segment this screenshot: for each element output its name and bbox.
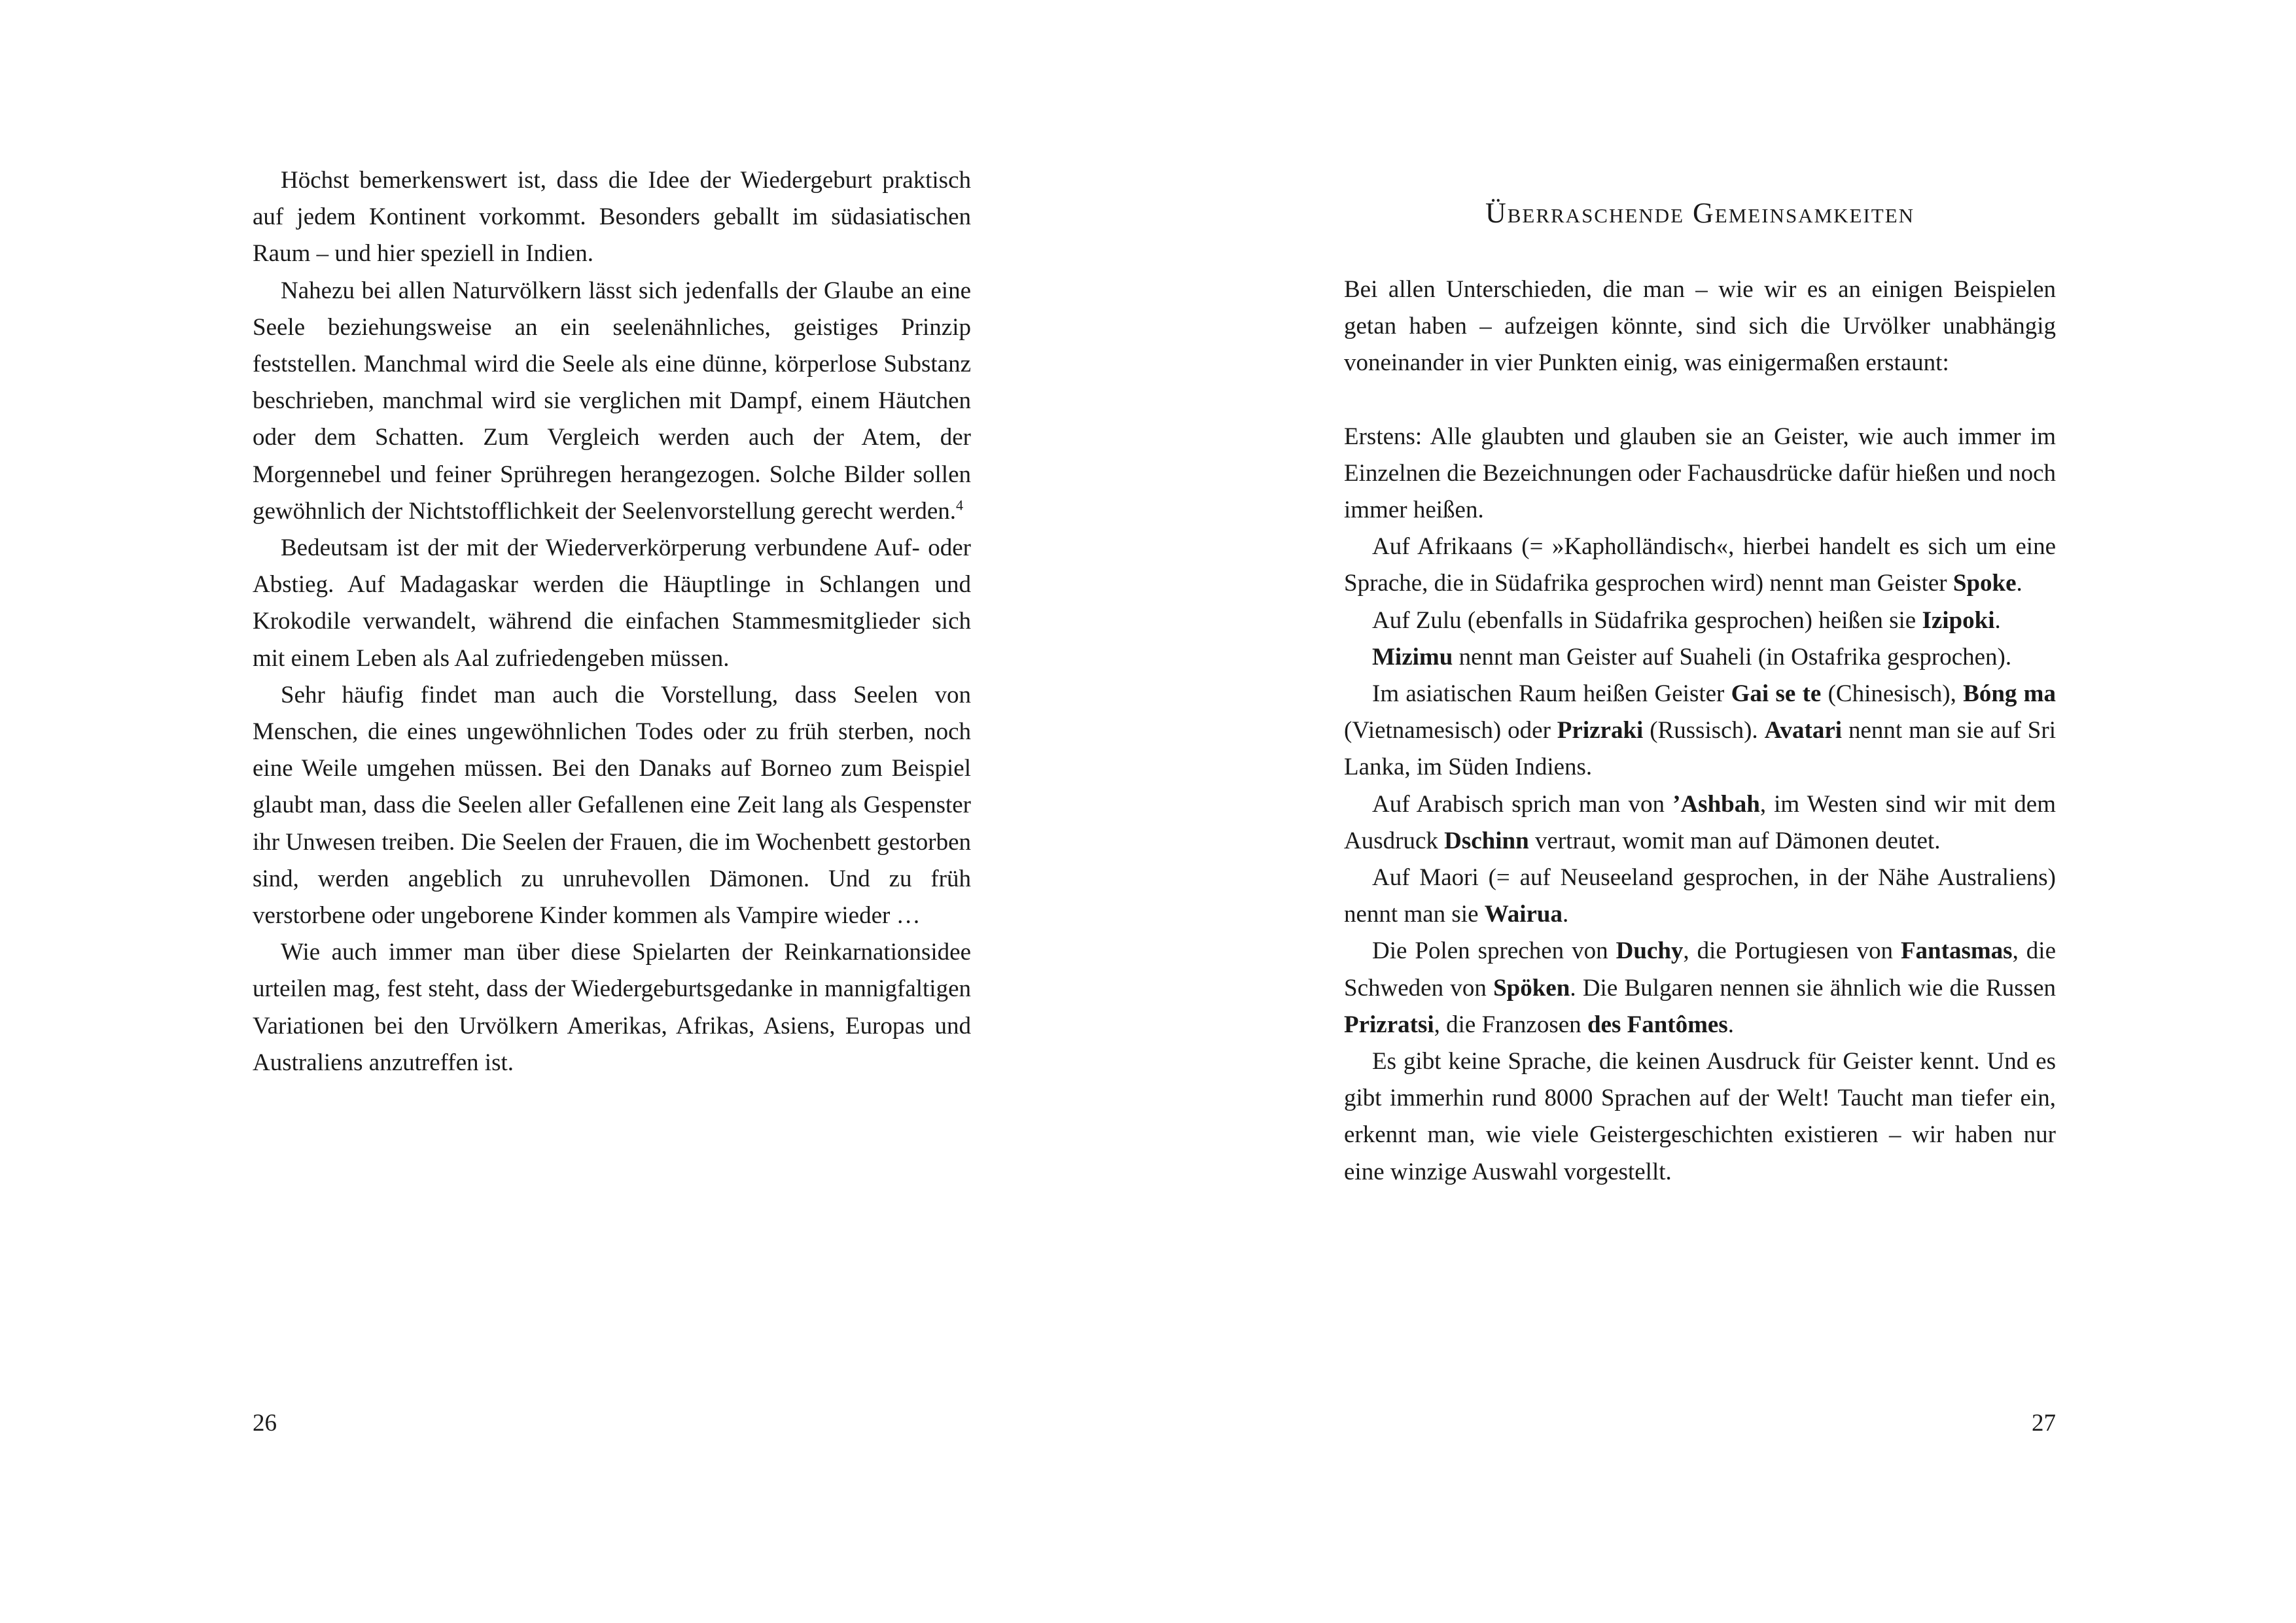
suaheli-text: nennt man Geister auf Suaheli (in Ostafrika gesprochen). [1453, 643, 2012, 671]
paragraph-afrikaans [1344, 529, 2056, 602]
europa-text-5: , die Franzosen [1434, 1011, 1587, 1038]
term-prizraki: Prizraki [1557, 717, 1644, 744]
paragraph-seele-text: Nahezu bei allen Naturvölkern lässt sich jedenfalls der Glaube an eine Seele beziehungsweise an ein seelenähnliches, geistiges Prinzip feststellen. Manchmal wird die Seele als eine dünne, körperlose Substanz beschrieben, manchmal wird sie verglichen mit Dampf, einem Häutchen oder dem Schatten. Zum Vergleich werden auch der Atem, der Morgennebel und feiner Sprühregen herangezogen. Solche Bilder sollen gewöhnlich der Nichtstofflichkeit der Seelenvorstellung gerecht werden. [253, 277, 971, 525]
footnote-marker[interactable]: 4 [956, 497, 964, 514]
paragraph-europa [1344, 933, 2056, 1043]
term-bong-ma: Bóng ma [1963, 680, 2057, 708]
term-spoke: Spoke [1952, 570, 2017, 597]
europa-text-3: , die Schweden von [1344, 937, 2057, 1002]
europa-text-2: , die Portugiesen von [1683, 937, 1901, 965]
term-dschinn: Dschinn [1444, 827, 1529, 854]
paragraph-madagaskar: Bedeutsam ist der mit der Wiederverkörperung verbundene Auf- oder Abstieg. Auf Madagaskar werden die Häuptlinge in Schlangen und Krokodile verwandelt, während die einfachen Stammesmitglieder sich mit einem Leben als Aal zufriedengeben müssen. [253, 534, 971, 672]
arabisch-text-3: vertraut, womit man auf Dämonen deutet. [1528, 827, 1941, 854]
paragraph-reinkarnation: Wie auch immer man über diese Spielarten der Reinkarnationsidee urteilen mag, fest steht, dass der Wiedergeburtsgedanke in mannigfaltigen Variationen bei den Urvölkern Amerikas, Afrikas, Asiens, Europas und Australiens anzutreffen ist. [253, 939, 971, 1076]
paragraph-asien [1344, 676, 2056, 786]
afrikaans-text: Auf Afrikaans (= »Kapholländisch«, hierbei handelt es sich um eine Sprache, die in Südafrika gesprochen wird) nennt man Geister [1344, 533, 2056, 597]
term-wairua: Wairua [1484, 901, 1563, 928]
right-page [1344, 0, 2056, 1623]
maori-text: Auf Maori (= auf Neuseeland gesprochen, in der Nähe Australiens) nennt man sie [1344, 864, 2056, 928]
zulu-text: Auf Zulu (ebenfalls in Südafrika gesprochen) heißen sie [1372, 606, 1922, 634]
term-spoken: Spöken [1493, 974, 1570, 1002]
asien-text-5: nennt man sie auf Sri Lanka, im Süden Indiens. [1344, 717, 2056, 781]
term-fantasmas: Fantasmas [1900, 937, 2013, 965]
asien-text-3: (Vietnamesisch) oder [1344, 717, 1557, 744]
left-page [253, 0, 971, 1623]
zulu-end: . [1994, 606, 2001, 634]
page-number-right: 27 [2032, 1410, 2056, 1437]
paragraph-wiedergeburt: Höchst bemerkenswert ist, dass die Idee der Wiedergeburt praktisch auf jedem Kontinent vorkommt. Besonders geballt im südasiatischen Raum – und hier speziell in Indien. [253, 167, 971, 268]
left-page-body [253, 162, 971, 1081]
asien-text-2: (Chinesisch), [1821, 680, 1964, 708]
paragraph-borneo: Sehr häufig findet man auch die Vorstellung, dass Seelen von Menschen, die eines ungewöhnlichen Todes oder zu früh sterben, noch eine Weile umgehen müssen. Bei den Danaks auf Borneo zum Beispiel glaubt man, dass die Seelen aller Gefallenen eine Zeit lang als Gespenster ihr Unwesen treiben. Die Seelen der Frauen, die im Wochenbett gestorben sind, werden angeblich zu unruhevollen Dämonen. Und zu früh verstorbene oder ungeborene Kinder kommen als Vampire wieder … [253, 681, 971, 930]
europa-text-4: . Die Bulgaren nennen sie ähnlich wie die Russen [1570, 974, 2056, 1002]
paragraph-zulu [1344, 602, 2056, 639]
asien-text-4: (Russisch). [1643, 717, 1765, 744]
paragraph-erstens: Erstens: Alle glaubten und glauben sie an Geister, wie auch immer im Einzelnen die Bezeichnungen oder Fachausdrücke dafür hießen und noch immer heißen. [1344, 423, 2056, 524]
europa-text-6: . [1727, 1011, 1734, 1038]
arabisch-text-1: Auf Arabisch sprich man von [1372, 790, 1673, 818]
paragraph-maori [1344, 860, 2056, 933]
maori-end: . [1563, 901, 1569, 928]
paragraph-arabisch [1344, 786, 2056, 860]
term-mizimu: Mizimu [1372, 643, 1453, 671]
page-number-left: 26 [253, 1410, 277, 1437]
paragraph-seele [253, 273, 971, 530]
term-izipoki: Izipoki [1922, 606, 1995, 634]
term-des-fantomes: des Fantômes [1587, 1011, 1728, 1038]
paragraph-suaheli [1344, 639, 2056, 676]
section-heading: Überraschende Gemeinsamkeiten [1485, 197, 1915, 229]
term-prizratsi: Prizratsi [1344, 1011, 1434, 1038]
arabisch-text-2: , im Westen sind wir mit dem Ausdruck [1344, 790, 2056, 854]
term-duchy: Duchy [1616, 937, 1684, 965]
paragraph-intro: Bei allen Unterschieden, die man – wie wir es an einigen Beispielen getan haben – aufzeigen könnte, sind sich die Urvölker unabhängig voneinander in vier Punkten einig, was einigermaßen erstaunt: [1344, 276, 2056, 377]
term-gai-se-te: Gai se te [1731, 680, 1822, 708]
asien-text-1: Im asiatischen Raum heißen Geister [1372, 680, 1731, 708]
term-avatari: Avatari [1764, 717, 1843, 744]
afrikaans-end: . [2016, 570, 2022, 597]
right-page-body [1344, 271, 2056, 1191]
europa-text-1: Die Polen sprechen von [1372, 937, 1616, 965]
term-ashbah: ’Ashbah [1672, 790, 1760, 818]
paragraph-schluss: Es gibt keine Sprache, die keinen Ausdruck für Geister kennt. Und es gibt immerhin rund 8000 Sprachen auf der Welt! Taucht man tiefer ein, erkennt man, wie viele Geistergeschichten existieren – wir haben nur eine winzige Auswahl vorgestellt. [1344, 1048, 2056, 1185]
